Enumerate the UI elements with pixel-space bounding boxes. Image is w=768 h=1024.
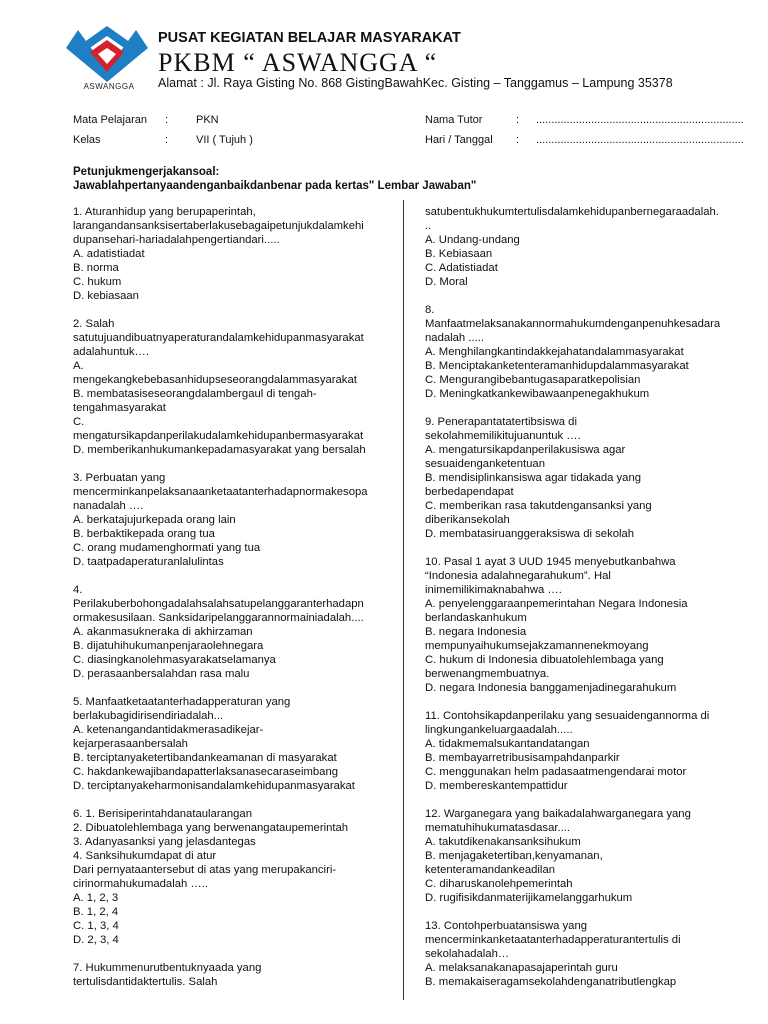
question-line: C. memberikan rasa takutdengansanksi yang <box>425 500 652 512</box>
question-line: C. 1, 3, 4 <box>73 920 119 932</box>
question-line: C. menggunakan helm padasaatmengendarai motor <box>425 766 687 778</box>
question-line: larangandansanksisertaberlakusebagaipetunjukdalamkehi <box>73 220 364 232</box>
class-value: VII ( Tujuh ) <box>196 134 253 146</box>
instructions-text: Jawablahpertanyaandenganbaikdanbenar pada kertas" Lembar Jawaban" <box>73 180 477 192</box>
question-line: A. akanmasukneraka di akhirzaman <box>73 626 253 638</box>
question-line: B. 1, 2, 4 <box>73 906 119 918</box>
question-block <box>425 709 737 793</box>
question-line: 2. Dibuatolehlembaga yang berwenangataupemerintah <box>73 822 349 834</box>
question-block <box>425 303 737 401</box>
question-line: A. Undang-undang <box>425 234 520 246</box>
subject-value: PKN <box>196 114 219 126</box>
question-line: adalahuntuk…. <box>73 346 149 358</box>
pkbm-title: PKBM “ ASWANGGA “ <box>158 48 438 77</box>
question-line: mencerminkanpelaksanaanketaatanterhadapnormakesopa <box>73 486 368 498</box>
question-line: D. membatasiruanggeraksiswa di sekolah <box>425 528 635 540</box>
address-line: Alamat : Jl. Raya Gisting No. 868 GistingBawahKec. Gisting – Tanggamus – Lampung 35378 <box>158 76 673 90</box>
question-line: 10. Pasal 1 ayat 3 UUD 1945 menyebutkanbahwa <box>425 556 676 568</box>
question-line: 6. 1. Berisiperintahdanataularangan <box>73 808 252 820</box>
question-line: A. berkatajujurkepada orang lain <box>73 514 236 526</box>
question-line: berwenangmembuatnya. <box>425 668 550 680</box>
question-line: 8. <box>425 304 435 316</box>
question-line: D. taatpadaperaturanlalulintas <box>73 556 224 568</box>
left-question-column <box>73 205 403 1003</box>
question-line: 1. Aturanhidup yang berupaperintah, <box>73 206 256 218</box>
question-line: kejarperasaanbersalah <box>73 738 188 750</box>
question-line: 3. Perbuatan yang <box>73 472 166 484</box>
question-line: 2. Salah <box>73 318 115 330</box>
question-line: B. menjagaketertiban,kenyamanan, <box>425 850 603 862</box>
question-block <box>73 695 403 793</box>
question-line: mematuhihukumatasdasar.... <box>425 822 571 834</box>
question-line: nadalah ..... <box>425 332 485 344</box>
colon: : <box>516 114 520 126</box>
question-line: A. <box>73 360 84 372</box>
question-line: D. membereskantempattidur <box>425 780 568 792</box>
question-block <box>73 961 403 989</box>
colon: : <box>516 134 520 146</box>
question-line: B. berbaktikepada orang tua <box>73 528 215 540</box>
question-line: D. 2, 3, 4 <box>73 934 119 946</box>
question-line: A. mengatursikapdanperilakusiswa agar <box>425 444 626 456</box>
question-line: 7. Hukummenurutbentuknyaada yang <box>73 962 262 974</box>
question-line: mempunyaihukumsejakzamannenekmoyang <box>425 640 649 652</box>
question-line: B. membatasiseseorangdalambergaul di tengah- <box>73 388 317 400</box>
question-line: 4. Sanksihukumdapat di atur <box>73 850 217 862</box>
question-block <box>425 555 737 695</box>
question-line: A. melaksanakanapasajaperintah guru <box>425 962 618 974</box>
question-line: A. takutdikenakansanksihukum <box>425 836 581 848</box>
document-header <box>62 22 742 102</box>
question-line: .. <box>425 220 432 232</box>
question-block <box>73 807 403 947</box>
question-line: 5. Manfaatketaatanterhadapperaturan yang <box>73 696 291 708</box>
question-line: berbedapendapat <box>425 486 514 498</box>
question-block <box>425 919 737 989</box>
question-line: B. norma <box>73 262 119 274</box>
question-line: sekolahadalah… <box>425 948 510 960</box>
question-line: nanadalah …. <box>73 500 144 512</box>
question-line: C. orang mudamenghormati yang tua <box>73 542 261 554</box>
question-block <box>425 415 737 541</box>
question-block <box>73 471 403 569</box>
question-line: lingkungankeluargaadalah..... <box>425 724 573 736</box>
question-line: berlakubagidirisendiriadalah... <box>73 710 224 722</box>
question-line: B. mendisiplinkansiswa agar tidakada yang <box>425 472 642 484</box>
tutor-field[interactable]: .................................................................... <box>536 114 744 126</box>
question-line: B. membayarretribusisampahdanparkir <box>425 752 620 764</box>
day-label: Hari / Tanggal <box>425 134 493 146</box>
question-line: “Indonesia adalahnegarahukum”. Hal <box>425 570 611 582</box>
question-line: mengekangkebebasanhidupseseorangdalammasyarakat <box>73 374 357 386</box>
subject-label: Mata Pelajaran <box>73 114 147 126</box>
question-line: B. dijatuhihukumanpenjaraolehnegara <box>73 640 264 652</box>
question-line: 13. Contohperbuatansiswa yang <box>425 920 588 932</box>
logo-caption: ASWANGGA <box>83 82 135 91</box>
question-line: Manfaatmelaksanakannormahukumdenganpenuhkesadara <box>425 318 721 330</box>
column-divider <box>403 200 404 1000</box>
question-line: 11. Contohsikapdanperilaku yang sesuaidengannorma di <box>425 710 710 722</box>
question-block <box>73 205 403 303</box>
question-block <box>73 583 403 681</box>
question-line: ormakesusilaan. Sanksidaripelanggarannormainiadalah.... <box>73 612 364 624</box>
colon: : <box>165 134 169 146</box>
organization-name: PUSAT KEGIATAN BELAJAR MASYARAKAT <box>158 30 461 46</box>
question-block <box>73 317 403 457</box>
question-line: B. negara Indonesia <box>425 626 527 638</box>
question-line: diberikansekolah <box>425 514 510 526</box>
question-line: D. rugifisikdanmaterijikamelanggarhukum <box>425 892 633 904</box>
question-line: Dari pernyataantersebut di atas yang merupakanciri- <box>73 864 337 876</box>
question-line: C. hakdankewajibandapatterlaksanasecaraseimbang <box>73 766 339 778</box>
aswangga-logo <box>62 22 152 100</box>
question-line: B. Menciptakanketenteramanhidupdalammasyarakat <box>425 360 689 372</box>
question-line: sesuaidenganketentuan <box>425 458 545 470</box>
question-line: A. ketenangandantidakmerasadikejar- <box>73 724 264 736</box>
question-line: berlandaskanhukum <box>425 612 527 624</box>
question-line: 9. Penerapantatatertibsiswa di <box>425 416 577 428</box>
tutor-label: Nama Tutor <box>425 114 483 126</box>
question-line: C. hukum di Indonesia dibuatolehlembaga yang <box>425 654 664 666</box>
question-line: B. Kebiasaan <box>425 248 493 260</box>
instructions-title: Petunjukmengerjakansoal: <box>73 166 220 178</box>
question-line: cirinormahukumadalah ….. <box>73 878 208 890</box>
question-line: C. hukum <box>73 276 122 288</box>
question-line: Perilakuberbohongadalahsalahsatupelanggaranterhadapn <box>73 598 364 610</box>
question-line: A. adatistiadat <box>73 248 145 260</box>
question-line: D. negara Indonesia banggamenjadinegarahukum <box>425 682 677 694</box>
question-line: D. terciptanyakeharmonisandalamkehidupanmasyarakat <box>73 780 355 792</box>
class-label: Kelas <box>73 134 101 146</box>
question-line: satutujuandibuatnyaperaturandalamkehidupanmasyarakat <box>73 332 364 344</box>
question-line: A. penyelenggaraanpemerintahan Negara Indonesia <box>425 598 688 610</box>
day-field[interactable]: .................................................................... <box>536 134 744 146</box>
question-line: C. Adatistiadat <box>425 262 498 274</box>
question-line: C. diasingkanolehmasyarakatselamanya <box>73 654 276 666</box>
question-line: 3. Adanyasanksi yang jelasdantegas <box>73 836 256 848</box>
right-question-column <box>425 205 737 1003</box>
question-line: 12. Warganegara yang baikadalahwarganegara yang <box>425 808 691 820</box>
colon: : <box>165 114 169 126</box>
question-line: C. diharuskanolehpemerintah <box>425 878 573 890</box>
question-line: mengatursikapdanperilakudalamkehidupanbermasyarakat <box>73 430 364 442</box>
question-line: ketenteramandankeadilan <box>425 864 556 876</box>
question-line: inimemilikimaknabahwa …. <box>425 584 562 596</box>
question-line: A. tidakmemalsukantandatangan <box>425 738 590 750</box>
question-line: tengahmasyarakat <box>73 402 166 414</box>
question-line: A. Menghilangkantindakkejahatandalammasyarakat <box>425 346 684 358</box>
question-line: D. Meningkatkankewibawaanpenegakhukum <box>425 388 650 400</box>
question-line: satubentukhukumtertulisdalamkehidupanbernegaraadalah. <box>425 206 719 218</box>
question-line: sekolahmemilikitujuanuntuk …. <box>425 430 581 442</box>
question-line: D. memberikanhukumankepadamasyarakat yang bersalah <box>73 444 366 456</box>
question-block <box>425 807 737 905</box>
question-line: D. Moral <box>425 276 468 288</box>
question-line: 4. <box>73 584 83 596</box>
question-block <box>425 205 737 289</box>
question-line: B. memakaiseragamsekolahdenganatributlengkap <box>425 976 677 988</box>
question-line: B. terciptanyaketertibandankeamanan di masyarakat <box>73 752 337 764</box>
question-line: C. <box>73 416 85 428</box>
question-line: tertulisdantidaktertulis. Salah <box>73 976 218 988</box>
question-line: A. 1, 2, 3 <box>73 892 119 904</box>
question-line: C. Mengurangibebantugasaparatkepolisian <box>425 374 641 386</box>
question-line: D. perasaanbersalahdan rasa malu <box>73 668 250 680</box>
question-line: mencerminkanketaatanterhadapperaturantertulis di <box>425 934 681 946</box>
question-line: dupansehari-hariadalahpengertiandari..... <box>73 234 280 246</box>
question-line: D. kebiasaan <box>73 290 139 302</box>
